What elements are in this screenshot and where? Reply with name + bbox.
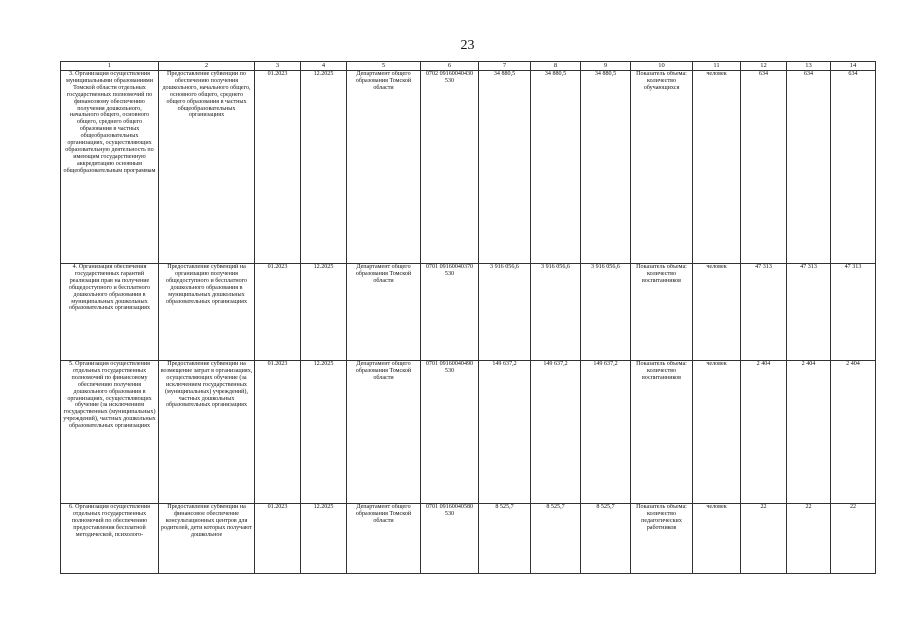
header-cell: 6 bbox=[421, 62, 479, 71]
activity-cell: 3. Организация осуществления муниципальными образованиями Томской области отдельных государственных полномочий по финансовому обеспечению получения дошкольного, начального общего, основного общего, среднего общего образования в частных общеобразовательных организациях, осуществляющих образовательную деятельность по имеющим государственную аккредитацию основным общеобразовательным программам bbox=[61, 71, 159, 264]
end-date-cell: 12.2025 bbox=[301, 504, 347, 574]
header-cell: 5 bbox=[347, 62, 421, 71]
end-date-cell: 12.2025 bbox=[301, 71, 347, 264]
table-row bbox=[61, 71, 876, 264]
header-cell: 9 bbox=[581, 62, 631, 71]
unit-cell: человек bbox=[693, 361, 741, 504]
header-cell: 11 bbox=[693, 62, 741, 71]
end-date-cell: 12.2025 bbox=[301, 361, 347, 504]
value-cell: 634 bbox=[831, 71, 876, 264]
unit-cell: человек bbox=[693, 71, 741, 264]
value-cell: 634 bbox=[741, 71, 787, 264]
amount-cell: 3 916 056,6 bbox=[531, 264, 581, 361]
page-number: 23 bbox=[460, 38, 475, 53]
value-cell: 22 bbox=[831, 504, 876, 574]
amount-cell: 34 880,5 bbox=[581, 71, 631, 264]
unit-cell: человек bbox=[693, 504, 741, 574]
end-date-cell: 12.2025 bbox=[301, 264, 347, 361]
value-cell: 47 313 bbox=[741, 264, 787, 361]
value-cell: 2 404 bbox=[831, 361, 876, 504]
budget-code-cell: 0701 09160040490 530 bbox=[421, 361, 479, 504]
budget-code-cell: 0701 09160040580 530 bbox=[421, 504, 479, 574]
executor-cell: Департамент общего образования Томской области bbox=[347, 504, 421, 574]
indicator-cell: Показатель объема: количество обучающихся bbox=[631, 71, 693, 264]
table-row bbox=[61, 361, 876, 504]
executor-cell: Департамент общего образования Томской области bbox=[347, 71, 421, 264]
amount-cell: 149 637,2 bbox=[581, 361, 631, 504]
header-cell: 7 bbox=[479, 62, 531, 71]
header-cell: 1 bbox=[61, 62, 159, 71]
value-cell: 47 313 bbox=[831, 264, 876, 361]
start-date-cell: 01.2023 bbox=[255, 504, 301, 574]
mechanism-cell: Предоставление субвенции на возмещение затрат в организациях, осуществляющих обучение (за исключением государственных (муниципальных) учреждений), частных дошкольных образовательных организациях bbox=[159, 361, 255, 504]
value-cell: 634 bbox=[787, 71, 831, 264]
value-cell: 47 313 bbox=[787, 264, 831, 361]
budget-code-cell: 0701 09160040370 530 bbox=[421, 264, 479, 361]
value-cell: 2 404 bbox=[741, 361, 787, 504]
executor-cell: Департамент общего образования Томской области bbox=[347, 264, 421, 361]
header-cell: 4 bbox=[301, 62, 347, 71]
mechanism-cell: Предоставление субвенций на организацию получения общедоступного и бесплатного дошкольного образования в муниципальных дошкольных образовательных организациях bbox=[159, 264, 255, 361]
amount-cell: 8 525,7 bbox=[479, 504, 531, 574]
value-cell: 22 bbox=[741, 504, 787, 574]
executor-cell: Департамент общего образования Томской области bbox=[347, 361, 421, 504]
value-cell: 22 bbox=[787, 504, 831, 574]
header-cell: 12 bbox=[741, 62, 787, 71]
amount-cell: 149 637,2 bbox=[479, 361, 531, 504]
activity-cell: 4. Организация обеспечения государственных гарантий реализации прав на получение общедоступного и бесплатного дошкольного образования в муниципальных дошкольных образовательных организациях bbox=[61, 264, 159, 361]
start-date-cell: 01.2023 bbox=[255, 264, 301, 361]
indicator-cell: Показатель объема: количество педагогических работников bbox=[631, 504, 693, 574]
amount-cell: 34 880,5 bbox=[531, 71, 581, 264]
amount-cell: 34 880,5 bbox=[479, 71, 531, 264]
start-date-cell: 01.2023 bbox=[255, 71, 301, 264]
start-date-cell: 01.2023 bbox=[255, 361, 301, 504]
value-cell: 2 404 bbox=[787, 361, 831, 504]
unit-cell: человек bbox=[693, 264, 741, 361]
indicator-cell: Показатель объема: количество воспитанников bbox=[631, 264, 693, 361]
mechanism-cell: Предоставление субвенции по обеспечению получения дошкольного, начального общего, основного общего, среднего общего образования в частных общеобразовательных организациях bbox=[159, 71, 255, 264]
header-cell: 13 bbox=[787, 62, 831, 71]
amount-cell: 149 637,2 bbox=[531, 361, 581, 504]
table-row bbox=[61, 504, 876, 574]
header-cell: 14 bbox=[831, 62, 876, 71]
header-cell: 2 bbox=[159, 62, 255, 71]
indicator-cell: Показатель объема: количество воспитанников bbox=[631, 361, 693, 504]
amount-cell: 3 916 056,6 bbox=[581, 264, 631, 361]
mechanism-cell: Предоставление субвенции на финансовое обеспечение консультационных центров для родителей, дети которых получают дошкольное bbox=[159, 504, 255, 574]
header-row bbox=[61, 62, 876, 71]
header-cell: 8 bbox=[531, 62, 581, 71]
activity-cell: 6. Организация осуществления отдельных государственных полномочий по обеспечению предоставления бесплатной методической, психолого- bbox=[61, 504, 159, 574]
activity-cell: 5. Организация осуществления отдельных государственных полномочий по финансовому обеспечению получения дошкольного образования в организациях, осуществляющих обучение (за исключением государственных (муниципальных) учреждений), частных дошкольных образовательных организациях bbox=[61, 361, 159, 504]
amount-cell: 8 525,7 bbox=[531, 504, 581, 574]
program-table bbox=[60, 61, 876, 574]
budget-code-cell: 0702 09160040430 530 bbox=[421, 71, 479, 264]
amount-cell: 3 916 056,6 bbox=[479, 264, 531, 361]
table-row bbox=[61, 264, 876, 361]
amount-cell: 8 525,7 bbox=[581, 504, 631, 574]
header-cell: 3 bbox=[255, 62, 301, 71]
header-cell: 10 bbox=[631, 62, 693, 71]
